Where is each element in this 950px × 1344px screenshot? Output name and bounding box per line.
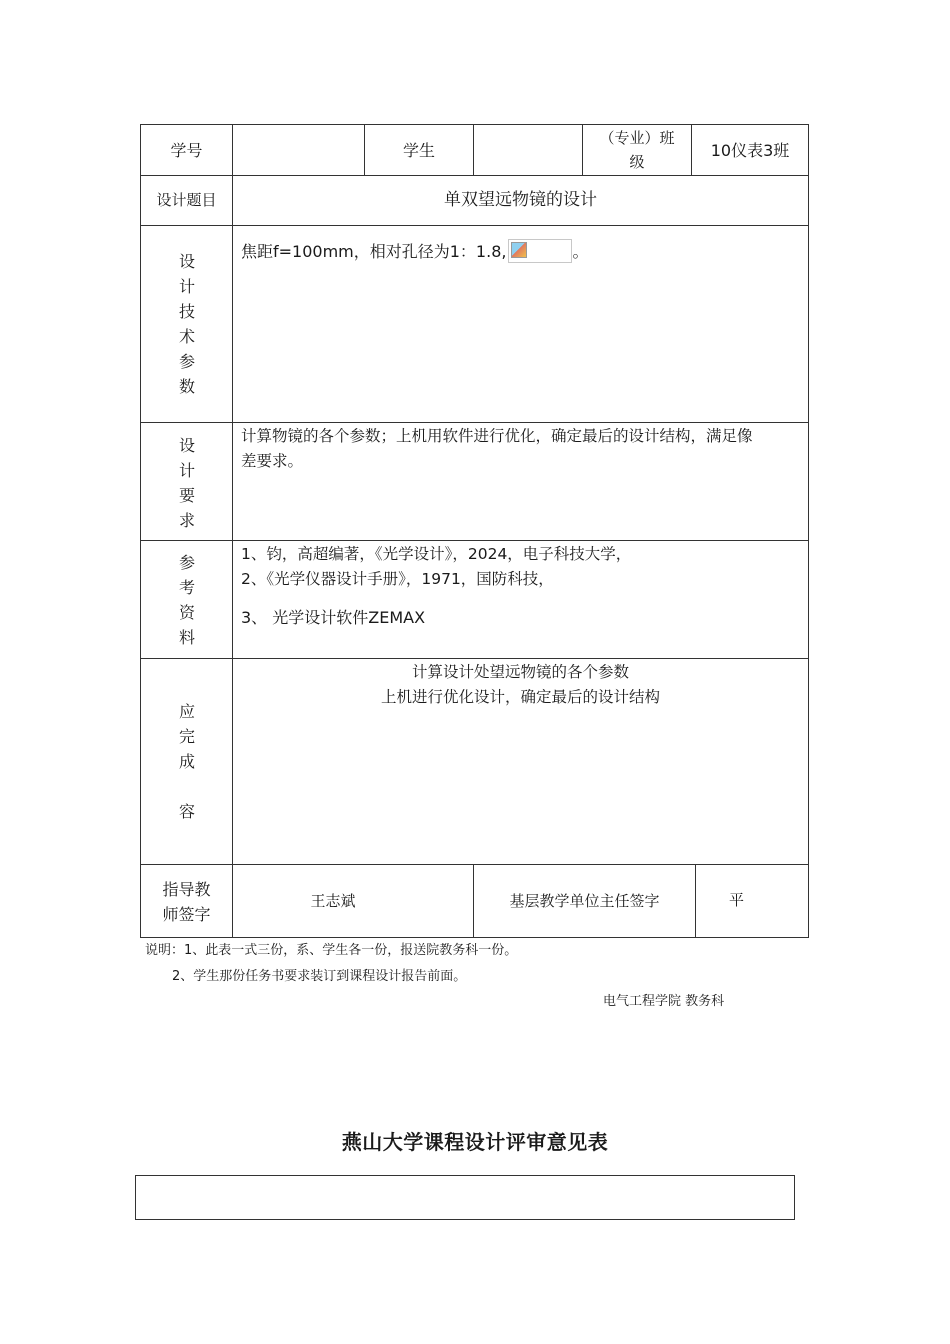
student-id-label: 学号 — [170, 141, 203, 160]
params-label-char: 技 — [178, 302, 195, 321]
references-item: 3、 光学设计软件ZEMAX — [241, 608, 426, 627]
deliverables-label-char: 容 — [178, 802, 195, 821]
deliverables-label-char: 成 — [178, 752, 195, 771]
requirements-label-char: 计 — [178, 461, 195, 480]
note-line2: 2、学生那份任务书要求装订到课程设计报告前面。 — [172, 969, 467, 984]
deliverables-label-char: 应 — [178, 702, 195, 721]
deliverables-label-char — [141, 774, 233, 799]
deliverables-line1: 计算设计处望远物镜的各个参数 — [411, 663, 629, 681]
deliverables-text — [233, 660, 808, 710]
class-label — [583, 126, 691, 174]
params-label — [141, 249, 233, 399]
params-label-char: 术 — [178, 327, 195, 346]
references-item: 1、钧，高超编著，《光学设计》，2024，电子科技大学， — [241, 545, 632, 563]
head-signature-value: 平 — [729, 891, 745, 909]
references-label-char: 考 — [178, 578, 195, 597]
params-text — [241, 239, 588, 265]
topic-label: 设计题目 — [156, 191, 217, 209]
student-label: 学生 — [402, 141, 435, 160]
broken-image-icon — [508, 239, 572, 263]
references-label-char: 料 — [178, 628, 195, 647]
teacher-label-line2: 师签字 — [162, 905, 211, 924]
class-label-line2: 级 — [629, 153, 645, 171]
deliverables-label — [141, 699, 233, 824]
requirements-label-char: 求 — [178, 511, 195, 530]
deliverables-line2: 上机进行优化设计，确定最后的设计结构 — [380, 688, 660, 706]
requirements-text — [241, 424, 753, 474]
requirements-label-char: 设 — [178, 436, 195, 455]
requirements-line2: 差要求。 — [241, 452, 304, 470]
teacher-signature-label — [141, 877, 232, 927]
class-value: 10仪表3班 — [710, 141, 790, 160]
review-box — [135, 1175, 795, 1220]
deliverables-label-char: 完 — [178, 727, 195, 746]
params-label-char: 设 — [178, 252, 195, 271]
office-name: 电气工程学院 教务科 — [603, 994, 725, 1009]
teacher-name: 王志斌 — [310, 892, 356, 910]
params-text-before: 焦距f=100mm，相对孔径为1：1.8, — [241, 242, 507, 261]
head-signature-label: 基层教学单位主任签字 — [509, 892, 660, 910]
note-line1: 说明：1、此表一式三份，系、学生各一份，报送院教务科一份。 — [145, 943, 518, 958]
teacher-label-line1: 指导教 — [162, 880, 211, 899]
requirements-line1: 计算物镜的各个参数；上机用软件进行优化，确定最后的设计结构，满足像 — [241, 427, 753, 445]
requirements-label — [141, 433, 233, 533]
references-label-char: 参 — [178, 553, 195, 572]
references-label — [141, 550, 233, 650]
class-label-line1: （专业）班 — [599, 129, 675, 147]
params-label-char: 计 — [178, 277, 195, 296]
references-label-char: 资 — [178, 603, 195, 622]
requirements-label-char: 要 — [178, 486, 195, 505]
params-label-char: 数 — [178, 377, 195, 396]
review-form-title: 燕山大学课程设计评审意见表 — [341, 1130, 609, 1154]
topic-value: 单双望远物镜的设计 — [444, 190, 597, 210]
params-label-char: 参 — [178, 352, 195, 371]
params-text-after: 。 — [572, 242, 589, 261]
references-item: 2、《光学仪器设计手册》，1971，国防科技， — [241, 570, 554, 588]
